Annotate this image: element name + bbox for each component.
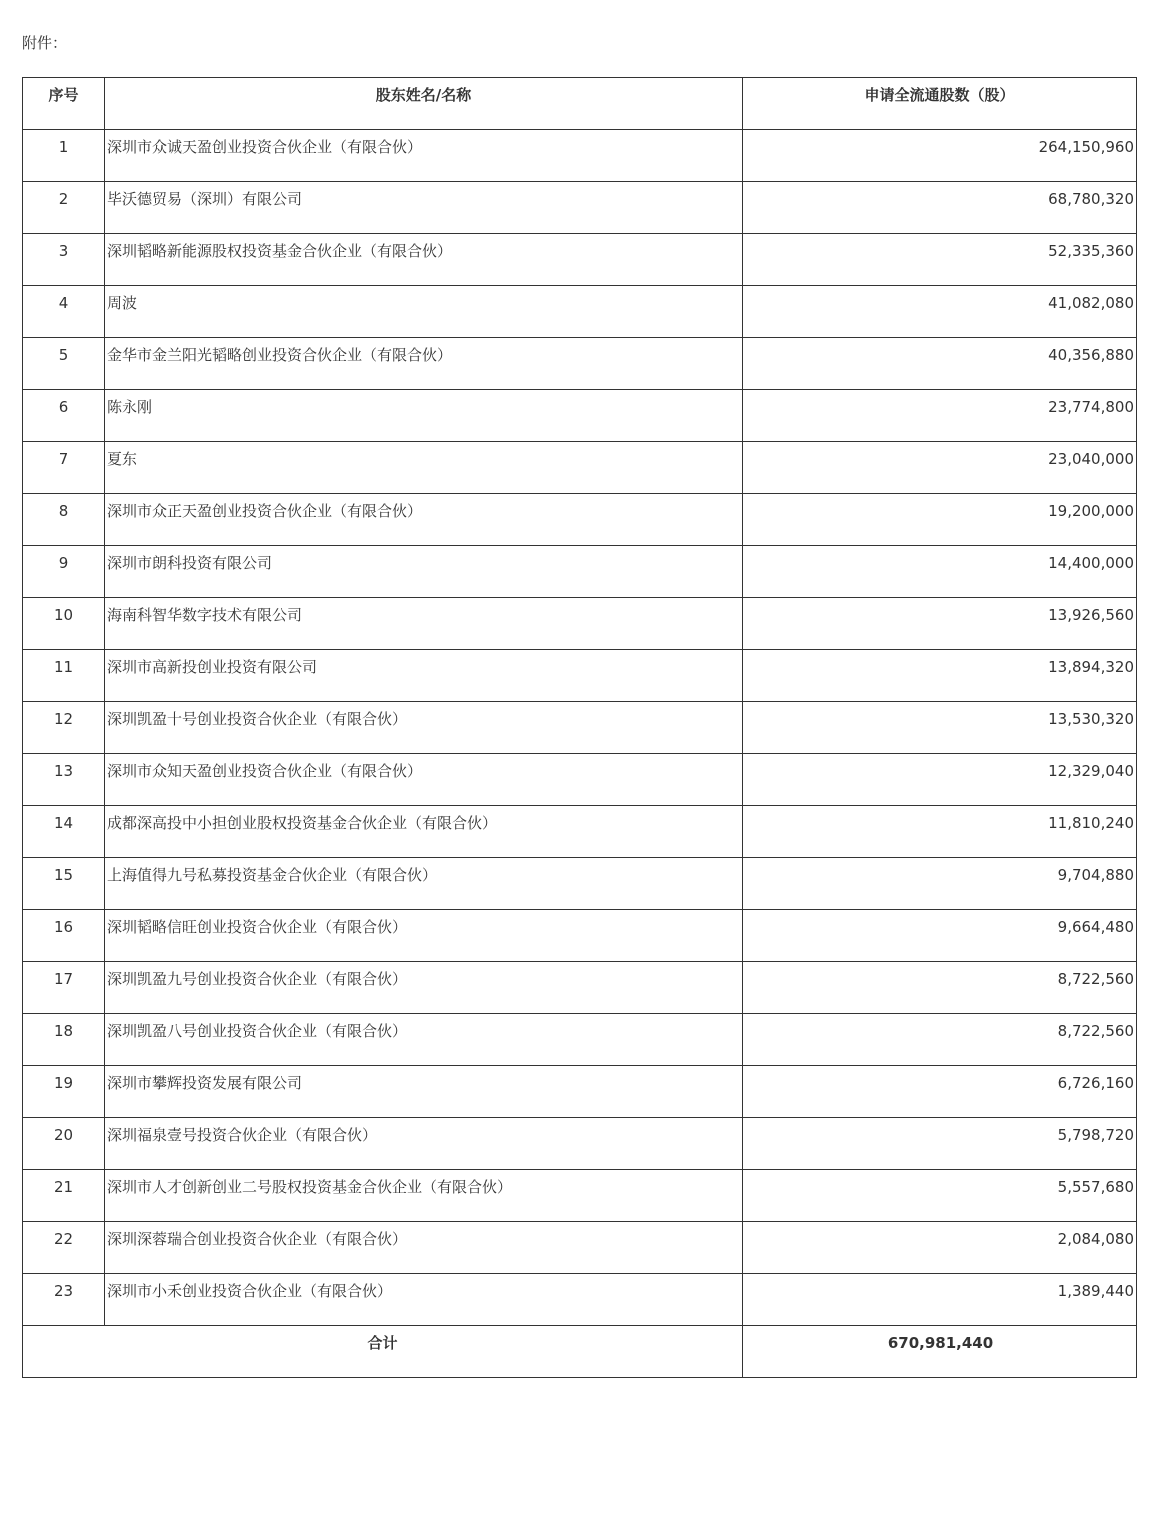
row-share-count: 9,664,480 <box>743 910 1137 962</box>
row-shareholder-name: 深圳福泉壹号投资合伙企业（有限合伙） <box>105 1118 743 1170</box>
table-row <box>23 390 1137 442</box>
row-index: 16 <box>23 910 105 962</box>
row-index: 23 <box>23 1274 105 1326</box>
table-row <box>23 858 1137 910</box>
row-shareholder-name: 金华市金兰阳光韬略创业投资合伙企业（有限合伙） <box>105 338 743 390</box>
row-share-count: 68,780,320 <box>743 182 1137 234</box>
row-index: 2 <box>23 182 105 234</box>
row-shareholder-name: 上海值得九号私募投资基金合伙企业（有限合伙） <box>105 858 743 910</box>
row-share-count: 13,530,320 <box>743 702 1137 754</box>
row-share-count: 9,704,880 <box>743 858 1137 910</box>
row-index: 13 <box>23 754 105 806</box>
row-share-count: 6,726,160 <box>743 1066 1137 1118</box>
row-share-count: 14,400,000 <box>743 546 1137 598</box>
table-row <box>23 910 1137 962</box>
row-index: 18 <box>23 1014 105 1066</box>
row-share-count: 264,150,960 <box>743 130 1137 182</box>
table-row <box>23 1066 1137 1118</box>
row-share-count: 8,722,560 <box>743 962 1137 1014</box>
table-row <box>23 338 1137 390</box>
row-index: 10 <box>23 598 105 650</box>
table-row <box>23 1118 1137 1170</box>
row-index: 7 <box>23 442 105 494</box>
row-share-count: 23,774,800 <box>743 390 1137 442</box>
table-row <box>23 806 1137 858</box>
row-share-count: 41,082,080 <box>743 286 1137 338</box>
row-shareholder-name: 深圳市众正天盈创业投资合伙企业（有限合伙） <box>105 494 743 546</box>
row-share-count: 52,335,360 <box>743 234 1137 286</box>
row-share-count: 5,798,720 <box>743 1118 1137 1170</box>
row-share-count: 13,926,560 <box>743 598 1137 650</box>
table-header-row <box>23 78 1137 130</box>
row-shareholder-name: 成都深高投中小担创业股权投资基金合伙企业（有限合伙） <box>105 806 743 858</box>
row-shareholder-name: 深圳韬略信旺创业投资合伙企业（有限合伙） <box>105 910 743 962</box>
row-share-count: 19,200,000 <box>743 494 1137 546</box>
row-shareholder-name: 夏东 <box>105 442 743 494</box>
row-index: 20 <box>23 1118 105 1170</box>
attachment-label: 附件： <box>22 34 68 52</box>
row-share-count: 13,894,320 <box>743 650 1137 702</box>
table-row <box>23 962 1137 1014</box>
row-shareholder-name: 深圳凯盈九号创业投资合伙企业（有限合伙） <box>105 962 743 1014</box>
total-row <box>23 1326 1137 1378</box>
header-name: 股东姓名/名称 <box>105 78 743 130</box>
row-shareholder-name: 深圳市小禾创业投资合伙企业（有限合伙） <box>105 1274 743 1326</box>
row-share-count: 40,356,880 <box>743 338 1137 390</box>
row-shareholder-name: 深圳市众诚天盈创业投资合伙企业（有限合伙） <box>105 130 743 182</box>
row-shareholder-name: 深圳深蓉瑞合创业投资合伙企业（有限合伙） <box>105 1222 743 1274</box>
table-row <box>23 702 1137 754</box>
table-row <box>23 1222 1137 1274</box>
row-shareholder-name: 周波 <box>105 286 743 338</box>
row-shareholder-name: 陈永刚 <box>105 390 743 442</box>
table-row <box>23 754 1137 806</box>
row-shareholder-name: 深圳市攀辉投资发展有限公司 <box>105 1066 743 1118</box>
table-row <box>23 286 1137 338</box>
row-index: 22 <box>23 1222 105 1274</box>
row-shareholder-name: 深圳市高新投创业投资有限公司 <box>105 650 743 702</box>
row-index: 11 <box>23 650 105 702</box>
row-index: 14 <box>23 806 105 858</box>
row-share-count: 12,329,040 <box>743 754 1137 806</box>
row-index: 12 <box>23 702 105 754</box>
row-index: 1 <box>23 130 105 182</box>
row-share-count: 1,389,440 <box>743 1274 1137 1326</box>
row-index: 3 <box>23 234 105 286</box>
table-row <box>23 130 1137 182</box>
header-index: 序号 <box>23 78 105 130</box>
row-shareholder-name: 毕沃德贸易（深圳）有限公司 <box>105 182 743 234</box>
table-row <box>23 1014 1137 1066</box>
row-index: 8 <box>23 494 105 546</box>
table-body <box>23 130 1137 1326</box>
row-index: 5 <box>23 338 105 390</box>
table-row <box>23 234 1137 286</box>
row-share-count: 8,722,560 <box>743 1014 1137 1066</box>
row-shareholder-name: 深圳凯盈十号创业投资合伙企业（有限合伙） <box>105 702 743 754</box>
total-label: 合计 <box>23 1326 743 1378</box>
row-share-count: 5,557,680 <box>743 1170 1137 1222</box>
table-row <box>23 494 1137 546</box>
table-row <box>23 442 1137 494</box>
row-share-count: 11,810,240 <box>743 806 1137 858</box>
row-shareholder-name: 海南科智华数字技术有限公司 <box>105 598 743 650</box>
row-shareholder-name: 深圳韬略新能源股权投资基金合伙企业（有限合伙） <box>105 234 743 286</box>
header-shares: 申请全流通股数（股） <box>743 78 1137 130</box>
table-row <box>23 182 1137 234</box>
row-index: 19 <box>23 1066 105 1118</box>
table-row <box>23 1274 1137 1326</box>
row-index: 6 <box>23 390 105 442</box>
row-share-count: 23,040,000 <box>743 442 1137 494</box>
table-row <box>23 1170 1137 1222</box>
row-share-count: 2,084,080 <box>743 1222 1137 1274</box>
row-shareholder-name: 深圳市众知天盈创业投资合伙企业（有限合伙） <box>105 754 743 806</box>
table-row <box>23 650 1137 702</box>
row-shareholder-name: 深圳市人才创新创业二号股权投资基金合伙企业（有限合伙） <box>105 1170 743 1222</box>
row-index: 21 <box>23 1170 105 1222</box>
row-index: 4 <box>23 286 105 338</box>
table-row <box>23 598 1137 650</box>
row-shareholder-name: 深圳凯盈八号创业投资合伙企业（有限合伙） <box>105 1014 743 1066</box>
row-index: 17 <box>23 962 105 1014</box>
row-shareholder-name: 深圳市朗科投资有限公司 <box>105 546 743 598</box>
total-value: 670,981,440 <box>743 1326 1137 1378</box>
row-index: 9 <box>23 546 105 598</box>
shareholder-table <box>22 77 1137 1378</box>
row-index: 15 <box>23 858 105 910</box>
table-row <box>23 546 1137 598</box>
